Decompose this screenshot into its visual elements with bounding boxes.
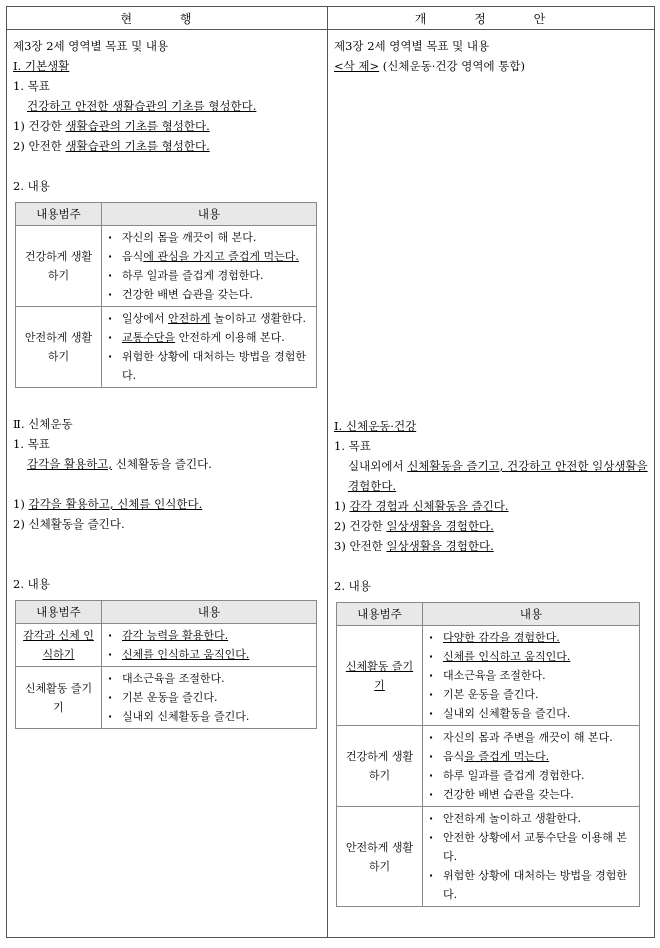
body-row (7, 30, 655, 938)
col-header-category: 내용범주 (337, 603, 423, 626)
list-item: · 음식에 관심을 가지고 즐겁게 먹는다. (106, 247, 312, 266)
list-item: · 위험한 상황에 대처하는 방법을 경험한다. (427, 866, 635, 904)
list-item: · 안전하게 놀이하고 생활한다. (427, 809, 635, 828)
table-row (337, 726, 640, 807)
goal-item: 2) 신체활동을 즐긴다. (13, 517, 125, 531)
content-table (15, 202, 317, 388)
goal-item: 3) 안전한 일상생활을 경험한다. (334, 539, 494, 553)
list-item: · 일상에서 안전하게 놀이하고 생활한다. (106, 309, 312, 328)
list-item: · 건강한 배변 습관을 갖는다. (427, 785, 635, 804)
section-title: Ⅱ. 신체운동 (13, 417, 73, 431)
col-header-content: 내용 (102, 601, 317, 624)
goal-item: 1) 감각을 활용하고, 신체를 인식한다. (13, 497, 203, 511)
content-cell (102, 624, 317, 667)
list-item: · 자신의 몸과 주변을 깨끗이 해 본다. (427, 728, 635, 747)
list-item: · 기본 운동을 즐긴다. (427, 685, 635, 704)
section-title: Ⅰ. 기본생활 (13, 59, 70, 73)
list-item: · 음식을 즐겁게 먹는다. (427, 747, 635, 766)
goal-text: 실내외에서 신체활동을 즐기고, 건강하고 안전한 일상생활을 경험한다. (348, 459, 648, 493)
content-heading: 2. 내용 (13, 179, 50, 193)
chapter-title: 제3장 2세 영역별 목표 및 내용 (334, 39, 490, 53)
col-header-category: 내용범주 (16, 601, 102, 624)
goal-text: 건강하고 안전한 생활습관의 기초를 형성한다. (27, 99, 257, 113)
table-row (16, 667, 317, 729)
category-cell: 건강하게 생활하기 (16, 226, 102, 307)
category-cell: 안전하게 생활하기 (337, 807, 423, 907)
content-cell (423, 726, 640, 807)
section-title: Ⅰ. 신체운동·건강 (334, 419, 417, 433)
content-cell (102, 226, 317, 307)
list-item: · 대소근육을 조절한다. (427, 666, 635, 685)
category-cell: 신체활동 즐기기 (16, 667, 102, 729)
goal-heading: 1. 목표 (13, 79, 50, 93)
category-cell: 감각과 신체 인식하기 (16, 624, 102, 667)
col-header-category: 내용범주 (16, 203, 102, 226)
comparison-table (6, 6, 655, 938)
goal-item: 1) 건강한 생활습관의 기초를 형성한다. (13, 119, 210, 133)
content-heading: 2. 내용 (334, 579, 371, 593)
list-item: · 하루 일과를 즐겁게 경험한다. (106, 266, 312, 285)
header-revised: 개 정 안 (328, 7, 655, 30)
list-item: · 감각 능력을 활용한다. (106, 626, 312, 645)
table-row (337, 626, 640, 726)
list-item: · 실내외 신체활동을 즐긴다. (427, 704, 635, 723)
list-item: · 건강한 배변 습관을 갖는다. (106, 285, 312, 304)
col-header-content: 내용 (423, 603, 640, 626)
category-cell: 신체활동 즐기기 (337, 626, 423, 726)
category-cell: 안전하게 생활하기 (16, 307, 102, 388)
list-item: · 안전한 상황에서 교통수단을 이용해 본다. (427, 828, 635, 866)
content-heading: 2. 내용 (13, 577, 50, 591)
goal-heading: 1. 목표 (334, 439, 371, 453)
list-item: · 교통수단을 안전하게 이용해 본다. (106, 328, 312, 347)
goal-heading: 1. 목표 (13, 437, 50, 451)
list-item: · 대소근육을 조절한다. (106, 669, 312, 688)
table-row (16, 226, 317, 307)
table-row (16, 624, 317, 667)
content-table (15, 600, 317, 729)
header-current: 현 행 (7, 7, 328, 30)
list-item: · 위험한 상황에 대처하는 방법을 경험한다. (106, 347, 312, 385)
content-table (336, 602, 640, 907)
goal-text: 감각을 활용하고, 신체활동을 즐긴다. (27, 457, 212, 471)
content-cell (423, 807, 640, 907)
content-cell (102, 667, 317, 729)
chapter-title: 제3장 2세 영역별 목표 및 내용 (13, 39, 169, 53)
goal-item: 1) 감각 경험과 신체활동을 즐긴다. (334, 499, 509, 513)
list-item: · 하루 일과를 즐겁게 경험한다. (427, 766, 635, 785)
goal-item: 2) 건강한 일상생활을 경험한다. (334, 519, 494, 533)
revised-column (328, 30, 655, 938)
col-header-content: 내용 (102, 203, 317, 226)
goal-item: 2) 안전한 생활습관의 기초를 형성한다. (13, 139, 210, 153)
delete-note: <삭 제> (신체운동·건강 영역에 통합) (334, 59, 525, 73)
list-item: · 기본 운동을 즐긴다. (106, 688, 312, 707)
content-cell (423, 626, 640, 726)
list-item: · 다양한 감각을 경험한다. (427, 628, 635, 647)
list-item: · 신체를 인식하고 움직인다. (106, 645, 312, 664)
category-cell: 건강하게 생활하기 (337, 726, 423, 807)
table-row (16, 307, 317, 388)
current-column (7, 30, 328, 938)
list-item: · 자신의 몸을 깨끗이 해 본다. (106, 228, 312, 247)
content-cell (102, 307, 317, 388)
table-row (337, 807, 640, 907)
list-item: · 신체를 인식하고 움직인다. (427, 647, 635, 666)
list-item: · 실내외 신체활동을 즐긴다. (106, 707, 312, 726)
header-row (7, 7, 655, 30)
